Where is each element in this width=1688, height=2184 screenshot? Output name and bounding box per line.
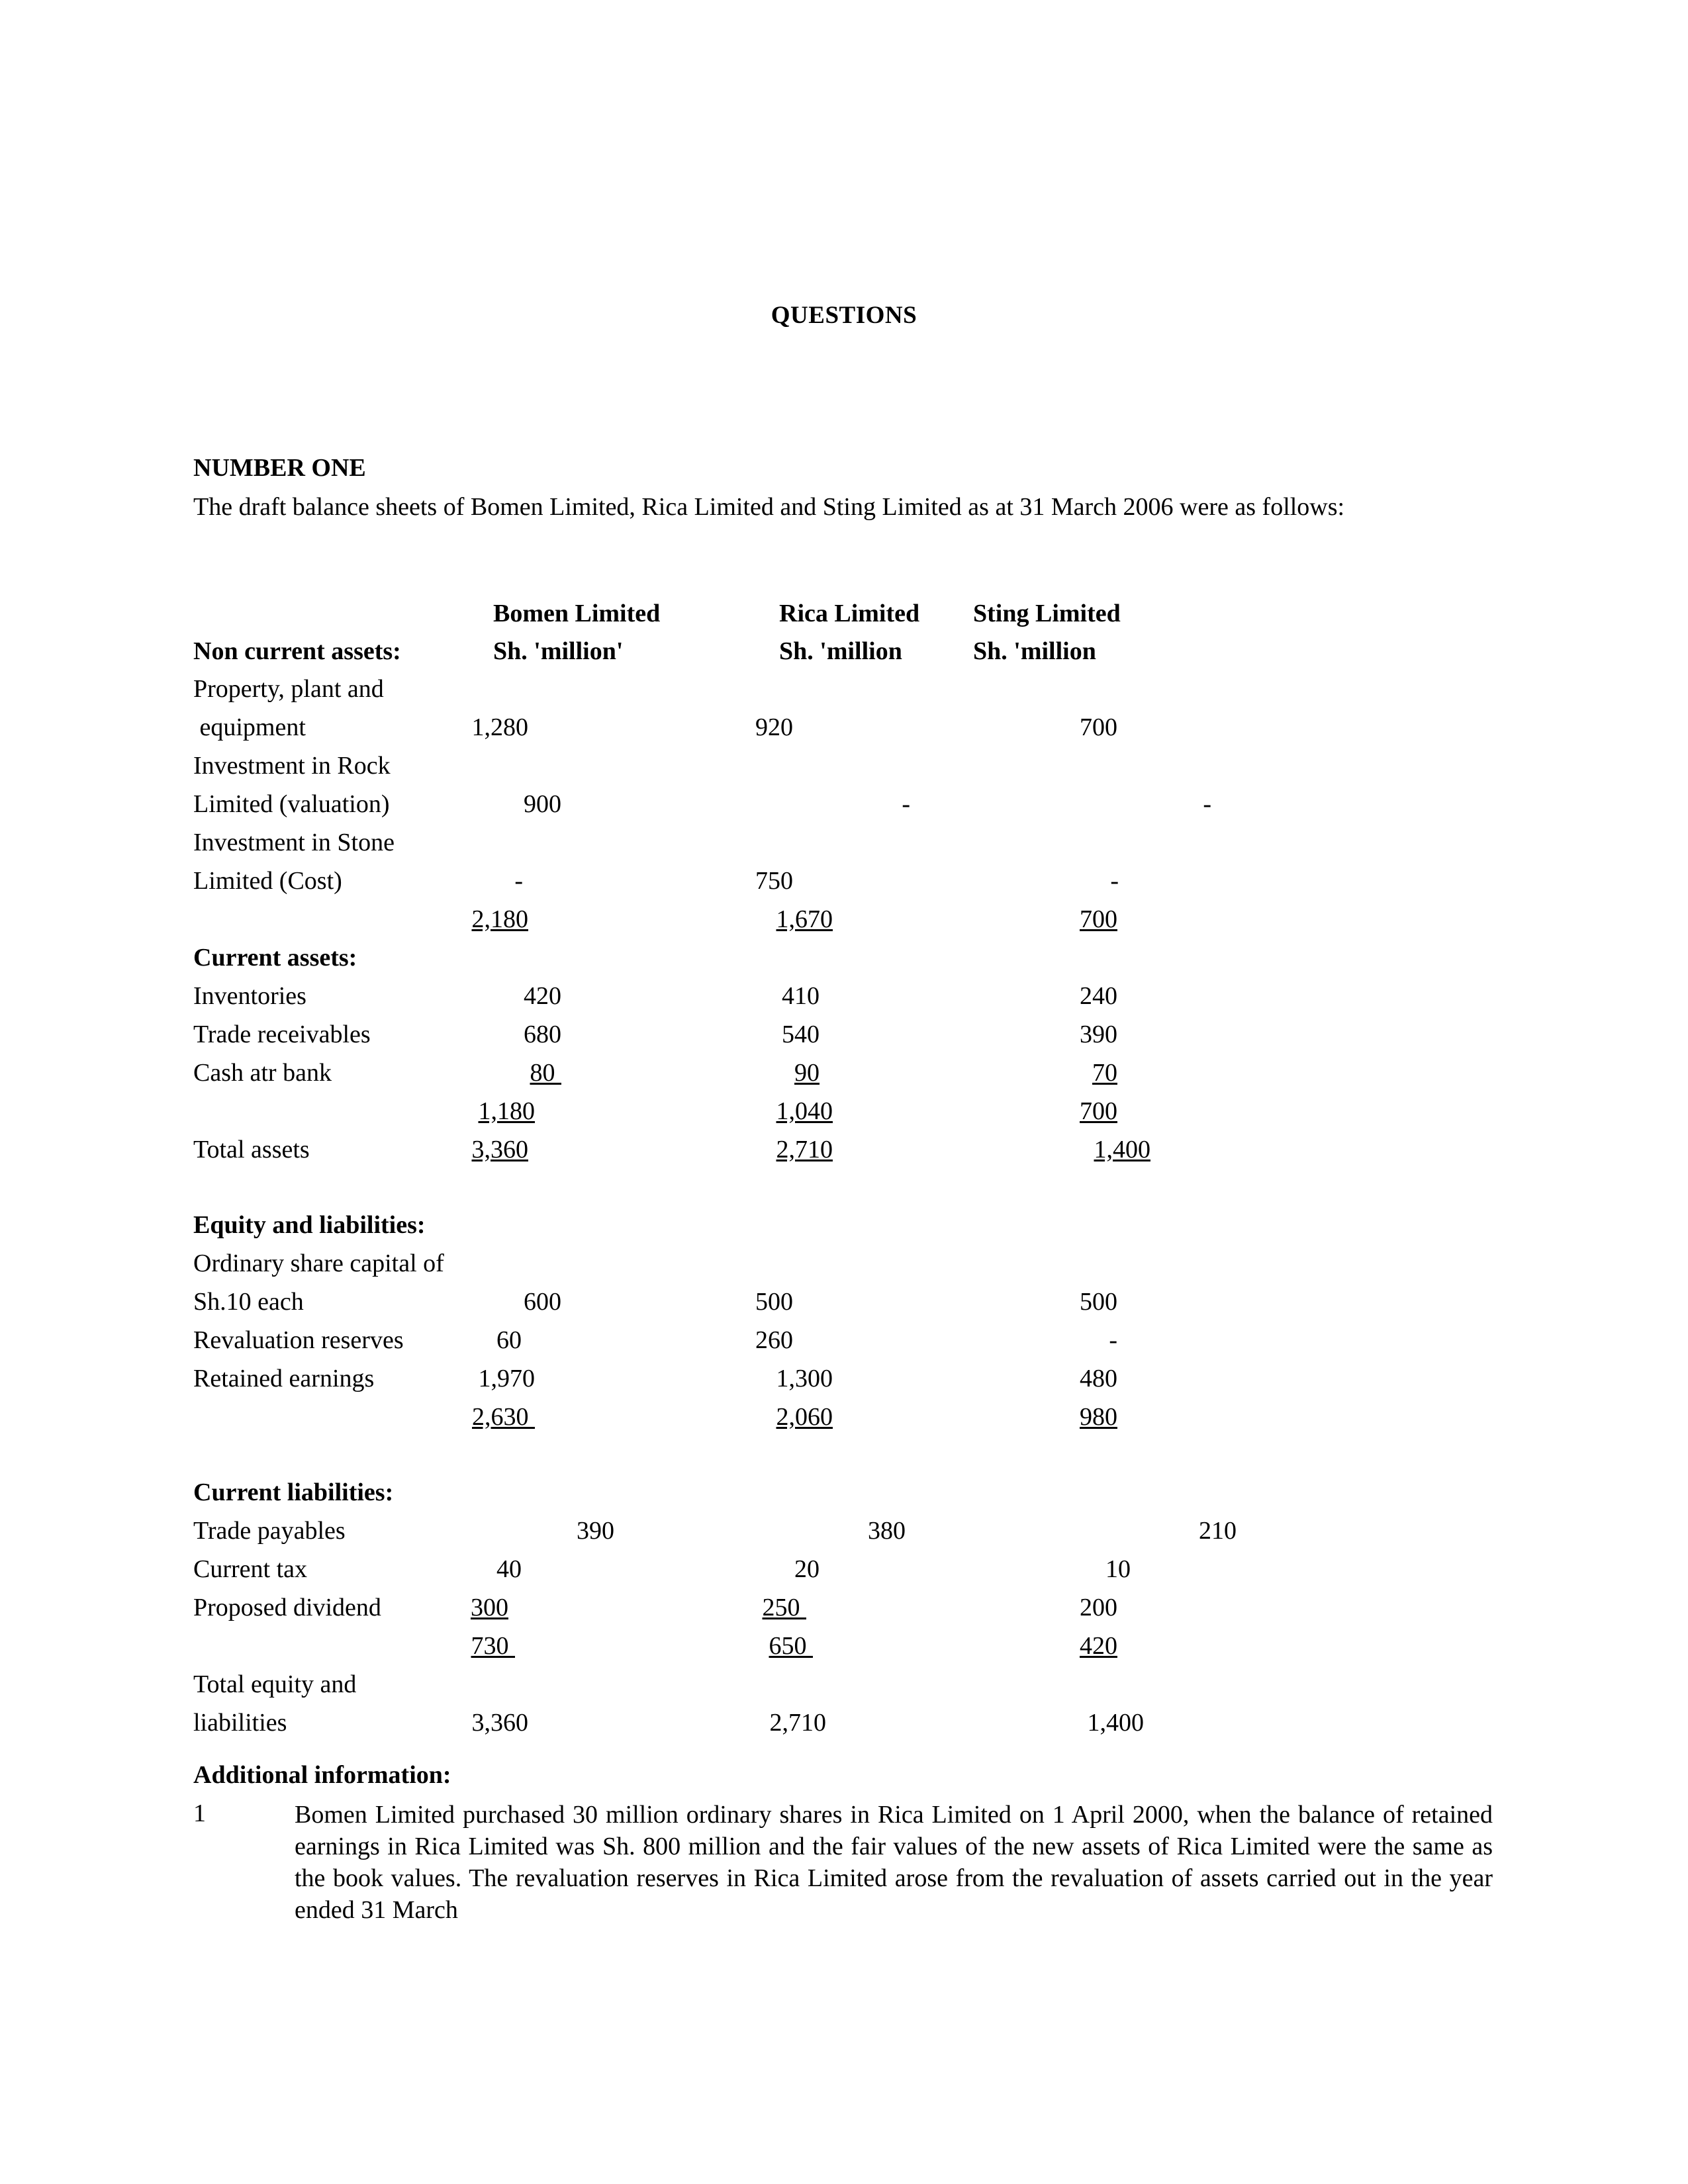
cell-retained-sting: 480 [1080,1365,1117,1392]
row-label-current-tax: Current tax [193,1555,308,1583]
row-label-ppe-line2: equipment [193,713,306,741]
cell-rock-sting: - [1203,790,1211,818]
row-label-current-liabilities: Current liabilities: [193,1479,394,1506]
cell-retained-bomen: 1,970 [478,1365,535,1392]
cell-cash-rica: 90 [794,1059,820,1087]
cell-inventories-sting: 240 [1080,982,1117,1010]
cell-payables-sting: 210 [1199,1517,1237,1545]
cell-receivables-rica: 540 [782,1021,820,1048]
cell-current-liabilities-total-rica: 650 [769,1632,813,1660]
intro-paragraph: The draft balance sheets of Bomen Limited, Rica Limited and Sting Limited as at 31 March 2006 were as follows: [193,493,1345,521]
row-label-proposed-dividend: Proposed dividend [193,1594,381,1621]
row-label-current-assets: Current assets: [193,944,357,972]
cell-revaluation-bomen: 60 [496,1326,522,1354]
cell-inventories-bomen: 420 [524,982,561,1010]
cell-ppe-bomen: 1,280 [471,713,528,741]
cell-dividend-sting: 200 [1080,1594,1117,1621]
row-label-stone-line1: Investment in Stone [193,829,395,856]
cell-receivables-sting: 390 [1080,1021,1117,1048]
cell-current-liabilities-total-sting: 420 [1080,1632,1117,1660]
row-label-share-capital-line2: Sh.10 each [193,1288,304,1316]
row-label-share-capital-line1: Ordinary share capital of [193,1250,444,1277]
row-label-trade-payables: Trade payables [193,1517,346,1545]
cell-tax-bomen: 40 [496,1555,522,1583]
cell-inventories-rica: 410 [782,982,820,1010]
cell-total-equity-rica: 2,710 [769,1709,826,1737]
cell-total-assets-bomen: 3,360 [471,1136,528,1163]
cell-equity-total-sting: 980 [1080,1403,1117,1431]
note-number-1: 1 [193,1799,206,1827]
cell-share-capital-rica: 500 [755,1288,793,1316]
unit-header-bomen: Sh. 'million' [493,637,624,665]
cell-share-capital-sting: 500 [1080,1288,1117,1316]
cell-dividend-bomen: 300 [471,1594,508,1621]
column-header-bomen: Bomen Limited [493,600,661,627]
cell-noncurrent-total-rica: 1,670 [776,905,833,933]
cell-retained-rica: 1,300 [776,1365,833,1392]
cell-equity-total-rica: 2,060 [776,1403,833,1431]
row-label-rock-line2: Limited (valuation) [193,790,390,818]
row-label-rock-line1: Investment in Rock [193,752,391,780]
row-label-ppe-line1: Property, plant and [193,675,384,703]
cell-cash-sting: 70 [1092,1059,1117,1087]
row-label-revaluation-reserves: Revaluation reserves [193,1326,404,1354]
row-label-total-equity-line2: liabilities [193,1709,287,1737]
cell-current-assets-total-rica: 1,040 [776,1097,833,1125]
cell-revaluation-sting: - [1109,1326,1117,1354]
unit-header-sting: Sh. 'million [973,637,1096,665]
cell-current-liabilities-total-bomen: 730 [471,1632,515,1660]
row-label-retained-earnings: Retained earnings [193,1365,375,1392]
cell-tax-sting: 10 [1105,1555,1131,1583]
cell-ppe-sting: 700 [1080,713,1117,741]
row-label-stone-line2: Limited (Cost) [193,867,342,895]
row-label-equity-and-liabilities: Equity and liabilities: [193,1211,426,1239]
cell-stone-rica: 750 [755,867,793,895]
cell-ppe-rica: 920 [755,713,793,741]
cell-total-assets-rica: 2,710 [776,1136,833,1163]
cell-share-capital-bomen: 600 [524,1288,561,1316]
row-label-total-equity-line1: Total equity and [193,1670,357,1698]
cell-equity-total-bomen: 2,630 [472,1403,535,1431]
cell-payables-rica: 380 [868,1517,906,1545]
cell-total-assets-sting: 1,400 [1094,1136,1150,1163]
column-header-rica: Rica Limited [779,600,920,627]
row-label-trade-receivables: Trade receivables [193,1021,371,1048]
cell-receivables-bomen: 680 [524,1021,561,1048]
row-label-total-assets: Total assets [193,1136,310,1163]
row-label-cash-at-bank: Cash atr bank [193,1059,332,1087]
cell-rock-bomen: 900 [524,790,561,818]
additional-information-heading: Additional information: [193,1761,451,1789]
cell-rock-rica: - [902,790,910,818]
cell-total-equity-sting: 1,400 [1087,1709,1144,1737]
section-heading: NUMBER ONE [193,454,366,482]
cell-revaluation-rica: 260 [755,1326,793,1354]
cell-noncurrent-total-sting: 700 [1080,905,1117,933]
cell-total-equity-bomen: 3,360 [471,1709,528,1737]
cell-current-assets-total-sting: 700 [1080,1097,1117,1125]
column-header-sting: Sting Limited [973,600,1121,627]
cell-payables-bomen: 390 [577,1517,614,1545]
cell-stone-sting: - [1110,867,1119,895]
cell-noncurrent-total-bomen: 2,180 [471,905,528,933]
cell-tax-rica: 20 [794,1555,820,1583]
row-label-inventories: Inventories [193,982,306,1010]
cell-dividend-rica: 250 [762,1594,806,1621]
cell-cash-bomen: 80 [530,1059,561,1087]
unit-header-rica: Sh. 'million [779,637,902,665]
row-label-non-current-assets: Non current assets: [193,637,401,665]
page-title: QUESTIONS [771,302,917,329]
cell-stone-bomen: - [514,867,523,895]
note-text-1: Bomen Limited purchased 30 million ordinary shares in Rica Limited on 1 April 2000, when the balance of retained earnings in Rica Limited was Sh. 800 million and the fair values of the new assets of Rica Limited were the same as the book values. The revaluation reserves in Rica Limited arose from the revaluation of assets carried out in the year ended 31 March [295,1801,1493,1924]
cell-current-assets-total-bomen: 1,180 [478,1097,535,1125]
